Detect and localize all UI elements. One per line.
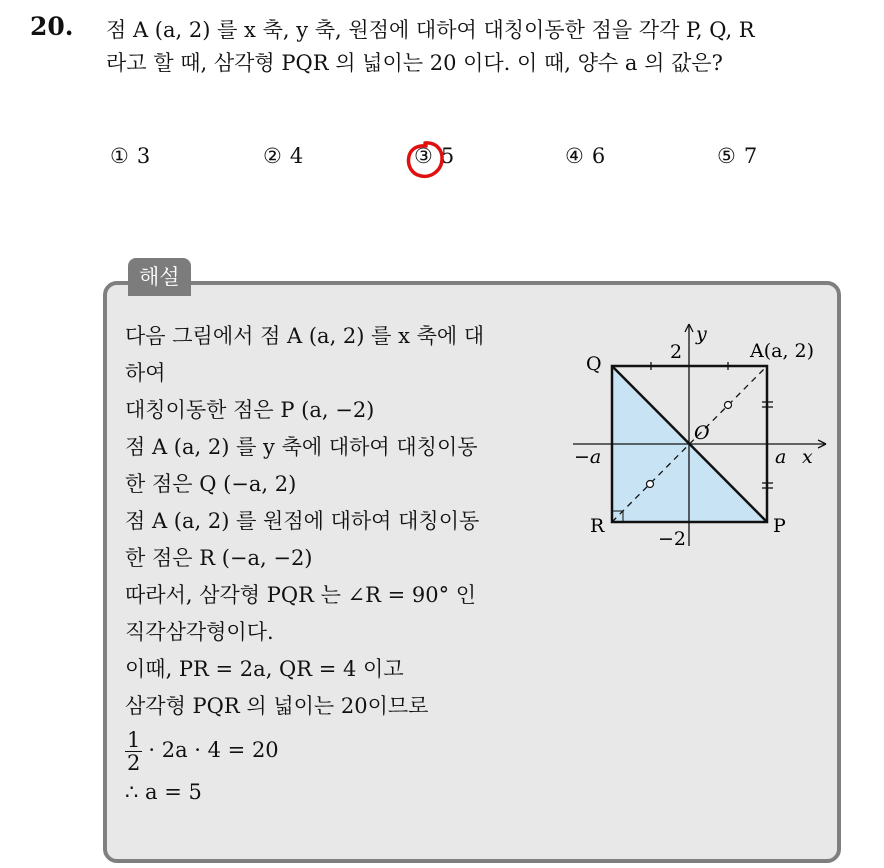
solution-line: 하여 xyxy=(125,361,166,385)
label-neg-two: −2 xyxy=(658,528,687,550)
choice-5-symbol: ⑤ xyxy=(717,144,736,168)
question-line-1: 점 A (a, 2) 를 x 축, y 축, 원점에 대하여 대칭이동한 점을 각각 P, Q, R xyxy=(106,18,755,42)
solution-line: 점 A (a, 2) 를 원점에 대하여 대칭이동 xyxy=(125,509,480,533)
x-axis-label: x xyxy=(802,446,813,468)
fraction-denominator: 2 xyxy=(127,751,141,775)
midpoint-marker xyxy=(725,402,732,409)
choice-4[interactable] xyxy=(565,144,605,168)
solution-text xyxy=(125,318,565,811)
answer-mark-icon xyxy=(402,137,448,183)
choice-2-symbol: ② xyxy=(263,144,282,168)
choice-2[interactable] xyxy=(263,144,303,168)
equation-rest: · 2a · 4 = 20 xyxy=(148,738,279,762)
choice-2-value: 4 xyxy=(289,144,304,168)
label-neg-a: −a xyxy=(574,446,602,468)
solution-line: 다음 그림에서 점 A (a, 2) 를 x 축에 대 xyxy=(125,324,485,348)
question-text xyxy=(106,14,876,80)
solution-equation xyxy=(125,729,565,774)
fraction-numerator: 1 xyxy=(127,728,141,752)
solution-line: 점 A (a, 2) 를 y 축에 대하여 대칭이동 xyxy=(125,435,478,459)
choice-5[interactable] xyxy=(717,144,757,168)
choice-1-symbol: ① xyxy=(110,144,129,168)
solution-line: 한 점은 R (−a, −2) xyxy=(125,546,313,570)
label-a: a xyxy=(775,446,787,468)
choice-5-value: 7 xyxy=(743,144,758,168)
choice-4-value: 6 xyxy=(591,144,606,168)
choice-3-value: 5 xyxy=(440,144,455,168)
solution-tab: 해설 xyxy=(128,258,191,296)
solution-line: 직각삼각형이다. xyxy=(125,620,274,644)
label-a-point: A(a, 2) xyxy=(750,340,815,362)
choice-4-symbol: ④ xyxy=(565,144,584,168)
choice-3-symbol: ③ xyxy=(414,144,433,168)
choice-1[interactable] xyxy=(110,144,150,168)
fraction xyxy=(125,729,142,774)
origin-label: O xyxy=(694,422,710,444)
label-q: Q xyxy=(586,353,602,375)
midpoint-marker xyxy=(647,481,654,488)
question-number: 20. xyxy=(30,12,74,41)
question-line-2: 라고 할 때, 삼각형 PQR 의 넓이는 20 이다. 이 때, 양수 a 의 값은? xyxy=(106,51,723,75)
solution-line: 따라서, 삼각형 PQR 는 ∠R = 90° 인 xyxy=(125,583,477,607)
solution-conclusion: ∴ a = 5 xyxy=(125,780,202,804)
label-p: P xyxy=(773,515,786,537)
solution-line: 이때, PR = 2a, QR = 4 이고 xyxy=(125,657,404,681)
y-axis-label: y xyxy=(696,323,707,345)
choice-1-value: 3 xyxy=(136,144,151,168)
label-r: R xyxy=(590,515,605,537)
coordinate-graph xyxy=(570,318,832,550)
solution-line: 삼각형 PQR 의 넓이는 20이므로 xyxy=(125,694,429,718)
label-two: 2 xyxy=(670,341,683,363)
solution-line: 대칭이동한 점은 P (a, −2) xyxy=(125,398,375,422)
solution-line: 한 점은 Q (−a, 2) xyxy=(125,472,297,496)
